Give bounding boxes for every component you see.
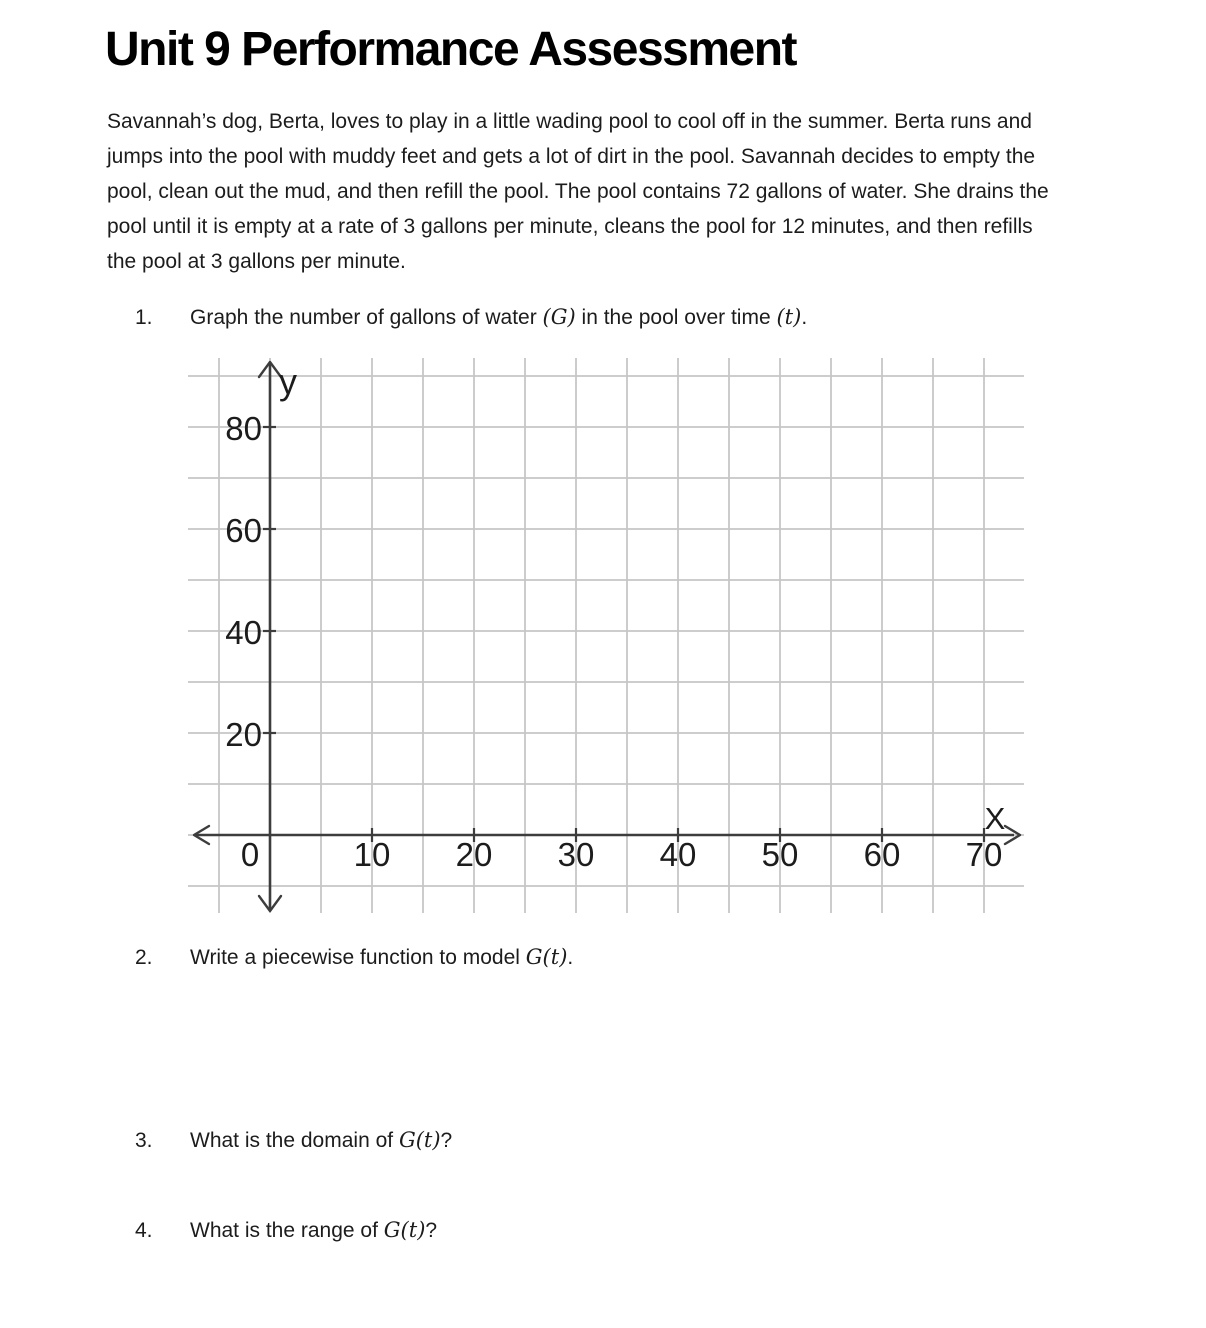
question-3-number: 3. [135,1129,153,1152]
text-segment: . [567,946,574,969]
question-3 [135,1126,452,1155]
text-segment: What is the range of [190,1219,384,1242]
question-4-number: 4. [135,1219,153,1242]
intro-line: the pool at 3 gallons per minute. [107,250,406,273]
x-tick-label: 30 [557,836,595,873]
question-4-text [190,1219,437,1242]
intro-line: jumps into the pool with muddy feet and gets a lot of dirt in the pool. Savannah decides to empty the [107,145,1036,168]
question-4 [135,1216,437,1245]
intro-paragraph [107,104,1049,279]
question-2 [135,943,573,972]
y-tick-label: 20 [225,716,262,753]
question-1-number: 1. [135,306,153,329]
text-segment: in the pool over time [575,306,777,329]
intro-line: Savannah’s dog, Berta, loves to play in a little wading pool to cool off in the summer. Berta runs and [107,110,1032,133]
y-axis-label: y [279,361,297,402]
text-segment: ? [425,1219,438,1242]
x-tick-label: 70 [965,836,1003,873]
math-expression: G(t) [525,945,568,969]
x-tick-label: 20 [455,836,493,873]
question-1-text [190,306,807,329]
text-segment: Write a piecewise function to model [190,946,526,969]
text-segment: ? [440,1129,453,1152]
text-segment: . [801,306,808,329]
question-1 [135,303,807,332]
page-title: Unit 9 Performance Assessment [105,23,797,76]
y-tick-label: 60 [225,512,262,549]
text-segment: Graph the number of gallons of water [190,306,543,329]
text-segment: What is the domain of [190,1129,399,1152]
graph-grid [186,350,1030,922]
x-tick-label: 0 [240,836,260,873]
math-expression: (G) [542,305,576,329]
math-expression: (t) [776,305,802,329]
math-expression: G(t) [398,1128,441,1152]
x-tick-label: 60 [863,836,901,873]
x-tick-label: 50 [761,836,799,873]
intro-line: pool, clean out the mud, and then refill the pool. The pool contains 72 gallons of water. She drains the [107,180,1049,203]
question-2-number: 2. [135,946,153,969]
x-tick-label: 10 [353,836,391,873]
x-tick-label: 40 [659,836,697,873]
question-3-text [190,1129,452,1152]
y-tick-label: 80 [225,410,262,447]
intro-line: pool until it is empty at a rate of 3 gallons per minute, cleans the pool for 12 minutes, and then refills [107,215,1033,238]
y-tick-label: 40 [225,614,262,651]
math-expression: G(t) [383,1218,426,1242]
x-axis-label: X [984,801,1006,836]
question-2-text [190,946,573,969]
